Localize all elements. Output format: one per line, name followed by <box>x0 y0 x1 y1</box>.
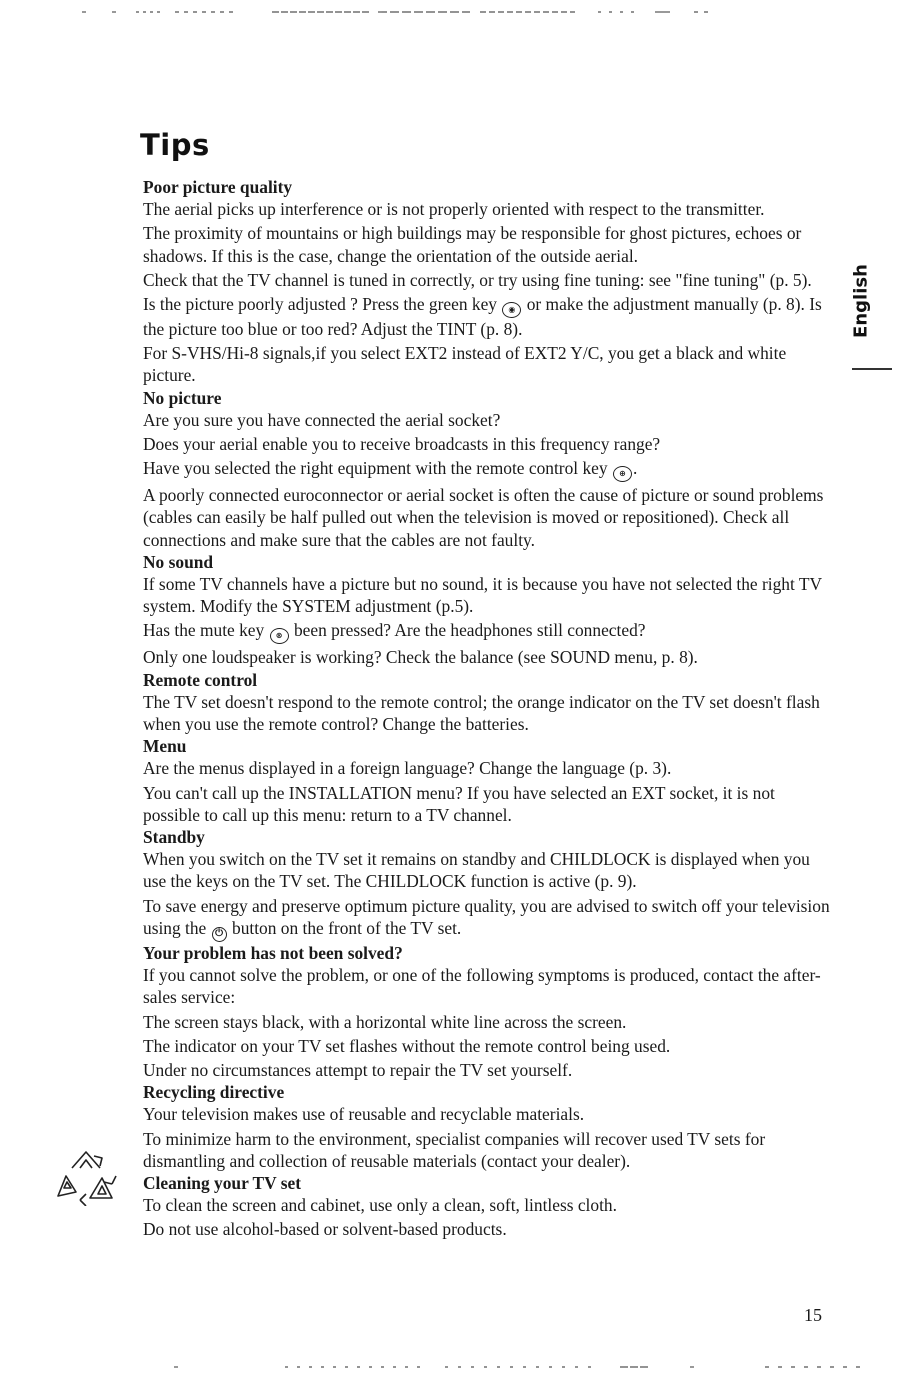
text-fragment: been pressed? Are the headphones still connected? <box>293 620 646 641</box>
heading-cleaning: Cleaning your TV set <box>143 1172 301 1193</box>
text-fragment: Is the picture poorly adjusted ? Press the green key <box>143 294 497 315</box>
heading-standby: Standby <box>143 827 205 848</box>
poor-picture-text: For S-VHS/Hi-8 signals,if you select EXT2 instead of EXT2 Y/C, you get a black and white picture. <box>143 343 787 386</box>
not-solved-text: The screen stays black, with a horizontal white line across the screen. <box>143 1011 627 1032</box>
text-fragment: Has the mute key <box>143 620 265 641</box>
heading-recycling: Recycling directive <box>143 1082 285 1103</box>
text-fragment: button on the front of the TV set. <box>232 917 462 938</box>
poor-picture-text: The aerial picks up interference or is not properly oriented with respect to the transmitter. <box>143 199 765 220</box>
mute-key-icon: ⊗ <box>270 628 289 644</box>
page-title: Tips <box>140 128 210 162</box>
poor-picture-text: The proximity of mountains or high buildings may be responsible for ghost pictures, echoes or shadows. If this is the case, change the orientation of the outside aerial. <box>143 223 802 266</box>
heading-poor-picture: Poor picture quality <box>143 177 293 197</box>
page-number: 15 <box>804 1305 822 1325</box>
cleaning-text: Do not use alcohol-based or solvent-based products. <box>143 1219 507 1240</box>
cleaning-text: To clean the screen and cabinet, use only a clean, soft, lintless cloth. <box>143 1195 617 1216</box>
standby-text: When you switch on the TV set it remains on standby and CHILDLOCK is displayed when you use the keys on the TV set. The CHILDLOCK function is active (p. 9). <box>143 849 810 892</box>
language-tab <box>846 258 876 344</box>
no-picture-text <box>143 457 833 482</box>
heading-no-sound: No sound <box>143 551 214 572</box>
av-key-icon: ⊕ <box>613 466 632 482</box>
recycle-icon <box>50 1146 122 1206</box>
no-sound-text: Only one loudspeaker is working? Check the balance (see SOUND menu, p. 8). <box>143 647 698 668</box>
menu-text: Are the menus displayed in a foreign language? Change the language (p. 3). <box>143 758 672 779</box>
text-fragment: Have you selected the right equipment with the remote control key <box>143 458 608 479</box>
heading-no-picture: No picture <box>143 387 222 408</box>
remote-control-text: The TV set doesn't respond to the remote control; the orange indicator on the TV set doesn't flash when you use the remote control? Change the batteries. <box>143 691 820 735</box>
recycling-text: Your television makes use of reusable and recyclable materials. <box>143 1104 585 1125</box>
recycling-text: To minimize harm to the environment, specialist companies will recover used TV sets for dismantling and collection of reusable materials (contact your dealer). <box>143 1128 766 1171</box>
text-fragment: To save energy and preserve optimum picture quality, you are advised to switch off your television using the <box>143 895 830 938</box>
poor-picture-text: Check that the TV channel is tuned in correctly, or try using fine tuning: see "fine tuning" (p. 5). <box>143 269 812 290</box>
not-solved-text: Under no circumstances attempt to repair the TV set yourself. <box>143 1059 573 1080</box>
picture-key-icon: ◉ <box>502 302 521 318</box>
language-tab-rule <box>852 368 892 370</box>
scan-artifact-bottom <box>0 1362 911 1370</box>
heading-menu: Menu <box>143 736 187 757</box>
text-fragment: . <box>632 458 638 479</box>
tips-content <box>143 176 833 1241</box>
language-label: English <box>850 264 872 338</box>
standby-text <box>143 895 833 942</box>
text-fragment: or make the adjustment manually (p. 8). Is the picture too blue or too red? Adjust the TINT (p. 8). <box>143 294 822 340</box>
heading-not-solved: Your problem has not been solved? <box>143 942 403 963</box>
not-solved-text: The indicator on your TV set flashes without the remote control being used. <box>143 1035 671 1056</box>
no-sound-text <box>143 619 833 644</box>
power-icon: ⏻ <box>212 927 227 942</box>
no-picture-text: Are you sure you have connected the aerial socket? <box>143 409 501 430</box>
heading-remote-control: Remote control <box>143 669 258 690</box>
no-sound-text: If some TV channels have a picture but no sound, it is because you have not selected the right TV system. Modify the SYSTEM adjustment (p.5). <box>143 574 822 617</box>
no-picture-text: Does your aerial enable you to receive broadcasts in this frequency range? <box>143 434 661 455</box>
no-picture-text: A poorly connected euroconnector or aerial socket is often the cause of picture or sound problems (cables can easily be half pulled out when the television is moved or repositioned). Check all connections and make sure that the cables are not faulty. <box>143 485 824 550</box>
not-solved-text: If you cannot solve the problem, or one of the following symptoms is produced, contact the after-sales service: <box>143 965 821 1008</box>
poor-picture-text <box>143 293 833 340</box>
scan-artifact-top <box>0 8 911 16</box>
menu-text: You can't call up the INSTALLATION menu? If you have selected an EXT socket, it is not possible to call up this menu: return to a TV channel. <box>143 782 775 825</box>
